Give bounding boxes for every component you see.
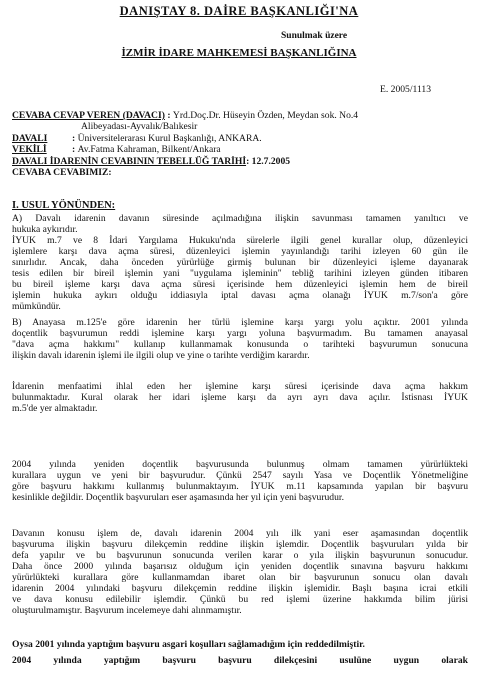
respondent-line: CEVABA CEVAP VEREN (DAVACI) : Yrd.Doç.Dr. Hüseyin Özden, Meydan sok. No.4 <box>12 110 359 121</box>
text-line: Davanın konusu işlem de, davalı idarenin 2004 yılı ilk yani eser aşamasından doçentlik <box>12 528 468 539</box>
respondent-address: Alibeyadası-Ayvalık/Balıkesir <box>81 121 198 132</box>
attorney-line: VEKİLİ : Av.Fatma Kahraman, Bilkent/Ankara <box>12 144 221 155</box>
section-heading-procedure: I. USUL YÖNÜNDEN: <box>12 200 116 211</box>
text-line: 2004 yılında yeniden doçentlik başvurusunda bulunmuş olmam tamamen yürürlükteki <box>12 459 468 470</box>
notice-date-line: DAVALI İDARENİN CEVABININ TEBELLÜĞ TARİHİ: 12.7.2005 <box>12 156 291 167</box>
reply-heading: CEVABA CEVABIMIZ: <box>12 167 112 178</box>
notice-date-label: DAVALI İDARENİN CEVABININ TEBELLÜĞ TARİHİ <box>12 156 247 167</box>
document-title: DANIŞTAY 8. DAİRE BAŞKANLIĞI'NA <box>119 4 359 18</box>
text-line: göre başvuru hakkımı kullanmış bulunmaktayım. İYUK m.11 kapsamında yapılan bir başvuru <box>12 481 468 492</box>
attorney-label: VEKİLİ <box>12 144 47 155</box>
text-line: mümkündür. <box>12 301 61 312</box>
attorney-value: Av.Fatma Kahraman, Bilkent/Ankara <box>77 144 221 155</box>
defendant-value: Üniversitelerarası Kurul Başkanlığı, ANKARA. <box>77 133 262 144</box>
defendant-line: DAVALI : Üniversitelerarası Kurul Başkanlığı, ANKARA. <box>12 133 262 144</box>
text-line: A) Davalı idarenin davanın süresinde açılmadığına ilişkin savunması tamamen yanıltıcı ve <box>12 213 468 224</box>
text-line: doçentlik başvurumun reddi işlemine karşı yargı yoluna başvurmadım. Bu tamamen anayasal <box>12 328 468 339</box>
respondent-label: CEVABA CEVAP VEREN (DAVACI) <box>12 110 165 121</box>
text-line: m.5'de yer almaktadır. <box>12 403 98 414</box>
text-line: ilişkin davalı idarenin işlemi ile ilgili olup ve yine o tarihte verdiğim karardır. <box>12 350 310 361</box>
text-line: kurallara uygun ve yeni bir başvurudur. Çünkü 2547 sayılı Yasa ve Doçentlik Yönetmeliğine <box>12 470 468 481</box>
case-number: E. 2005/1113 <box>380 84 431 95</box>
text-line: Oysa 2001 yılında yaptığım başvuru asgari koşulları sağlamadığım için reddedilmiştir. <box>12 639 365 650</box>
text-line: İYUK m.7 ve 8 İdari Yargılama Hukuku'nda sürelerle ilgili genel kurallar olup, düzenleyici <box>12 235 468 246</box>
notice-date-value: 12.7.2005 <box>251 156 291 167</box>
text-line: işlemin hukuka aykırı olduğu iddiasıyla iptal davası açma olanağı İYUK m.7/son'a göre <box>12 290 468 301</box>
text-line: Daha önce 2000 yılında başarısız olduğum için yeniden doçentlik sınavına başvuru hakkımı <box>12 561 468 572</box>
text-line: tesis edilen bir bireil işlemin yani "uygulama işleminin" tebliğ tarihini izleyen günden itibaren <box>12 268 468 279</box>
text-line: kesinlikle değildir. Doçentlik başvuruları eser aşamasında her yıl için yeni başvurudur. <box>12 492 344 503</box>
text-line: idarenin 2004 yılındaki başvuru dilekçemin reddine ilişkin işlemidir. Başlı başına icrai etkili <box>12 583 468 594</box>
submission-note: Sunulmak üzere <box>281 31 348 41</box>
court-name: İZMİR İDARE MAHKEMESİ BAŞKANLIĞINA <box>121 47 357 59</box>
text-line: İdarenin menfaatimi ihlal eden her işlemine karşı süresi içerisinde dava açma hakkım <box>12 381 468 392</box>
text-line: işlemlere karşı dava açma süresi, düzenleyici işlemin yayınlandığı tarihi izleyen 60 gün ile <box>12 246 468 257</box>
text-line: oluşturulmamıştır. Başvurum incelemeye dahi alınmamıştır. <box>12 605 242 616</box>
text-line: B) Anayasa m.125'e göre idarenin her türlü işlemine karşı yargı yolu açıktır. 2001 yılında <box>12 317 468 328</box>
text-line: ve dava konusu edilebilir işlemdir. Çünkü bu red işlemi üzerine hakkımda bilim jürisi <box>12 594 468 605</box>
text-line: başvuruma ilişkin başvuru dilekçemin reddine ilişkin işlemdir. Doçentlik başvuruları yılda bir <box>12 539 468 550</box>
text-line: yürürlükteki kurallara göre kullanmamdan ibaret olan bir başvurunun sonucu olan davalı <box>12 572 468 583</box>
text-line: bulunmaktadır. Kural olarak her idari işleme karşı da ayrı ayrı dava açılır. İstisnası İYUK <box>12 392 468 403</box>
text-line: hukuka aykırıdır. <box>12 224 78 235</box>
respondent-value: Yrd.Doç.Dr. Hüseyin Özden, Meydan sok. No.4 <box>172 110 359 121</box>
text-line: bu bireil işleme karşı dava açma süresi içerisinde hem düzenleyici işlemin hem de bireil <box>12 279 468 290</box>
defendant-label: DAVALI <box>12 133 48 144</box>
text-line: defa yapılır ve bu başvurunun sonucunda verilen karar o yıla ilişkin başvurunun sonucudur. <box>12 550 468 561</box>
text-line: sınırlıdır. Ancak, daha önceden yürürlüğe girmiş bulunan bir düzenleyici işleme dayanarak <box>12 257 468 268</box>
text-line: "dava açma hakkımı" kullanıp kullanmamak konusunda o tarihteki başvurumun sonucuna <box>12 339 468 350</box>
text-line: 2004 yılında yaptığım başvuru başvuru dilekçesini usulüne uygun olarak <box>12 655 468 666</box>
